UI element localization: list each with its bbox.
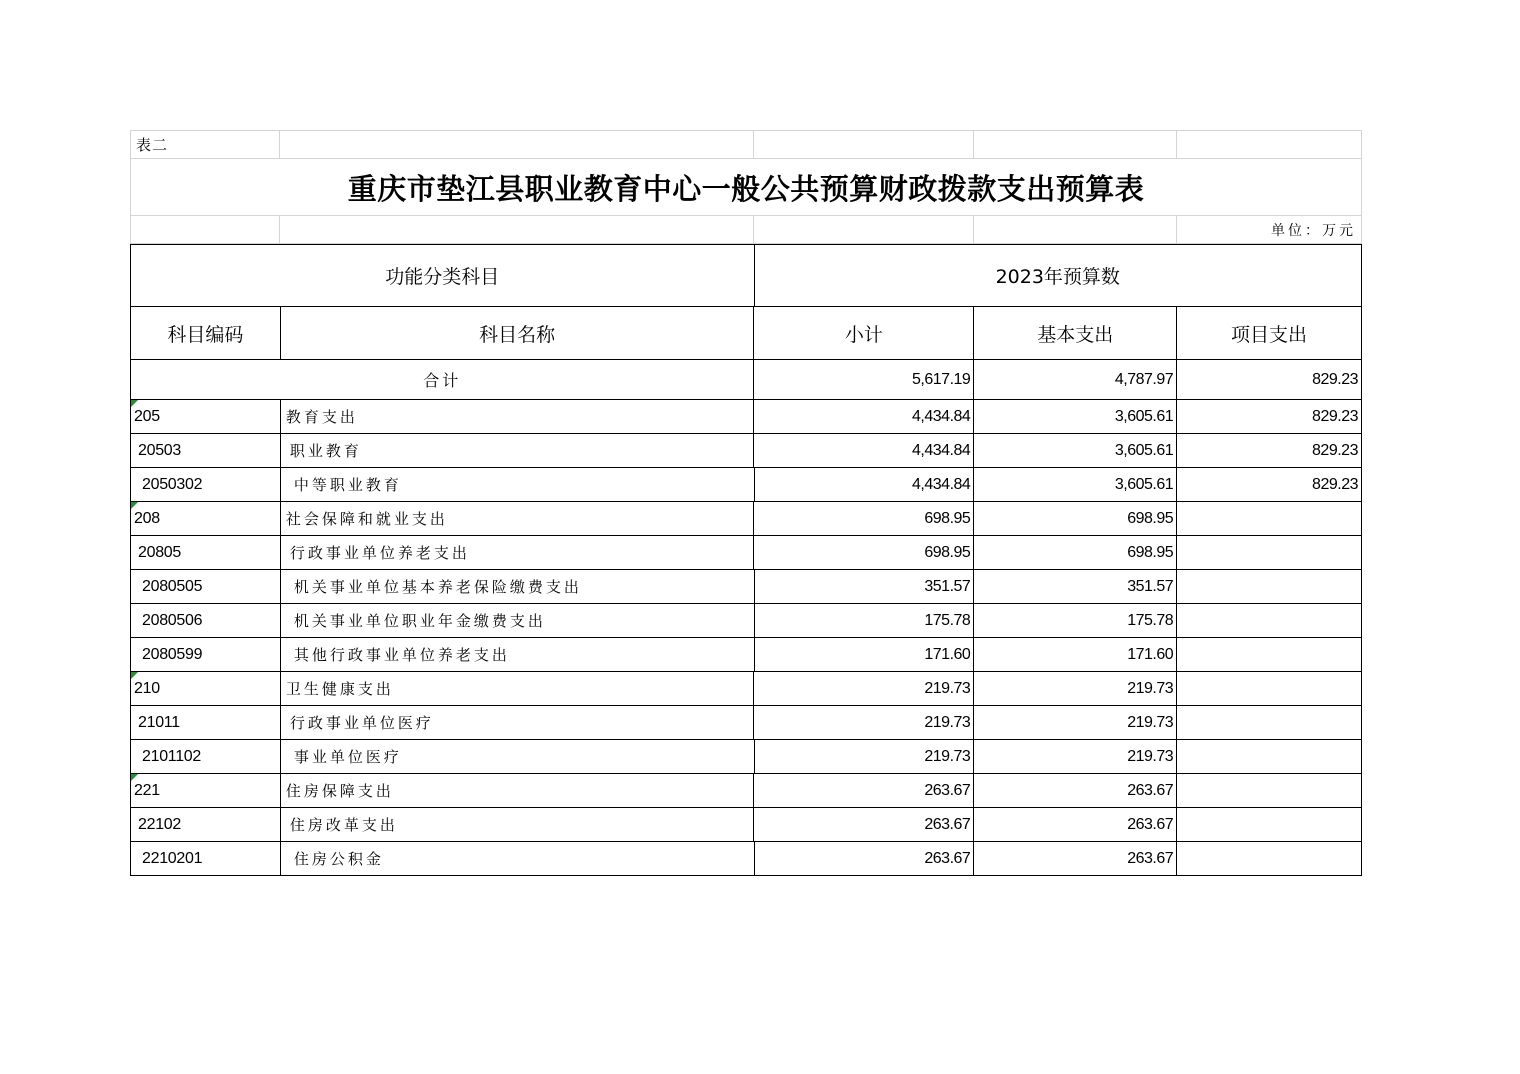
code-cell: 2080599: [131, 638, 281, 672]
empty-cell: [974, 216, 1177, 244]
project-cell: [1177, 570, 1362, 604]
code-cell: 2080506: [131, 604, 281, 638]
table-row: [131, 638, 1362, 672]
basic-cell: 263.67: [974, 774, 1177, 808]
empty-cell: [754, 216, 974, 244]
project-cell: [1177, 774, 1362, 808]
table-row: [131, 468, 1362, 502]
code-cell: 2210201: [131, 842, 281, 876]
basic-cell: 351.57: [974, 570, 1177, 604]
project-cell: [1177, 740, 1362, 774]
total-label: 合计: [131, 360, 754, 400]
subtotal-cell: 4,434.84: [754, 434, 974, 468]
basic-cell: 219.73: [974, 672, 1177, 706]
subtotal-cell: 219.73: [754, 672, 974, 706]
table-row: [131, 774, 1362, 808]
header-budget-2023: 2023年预算数: [755, 245, 1363, 307]
column-header-row: [131, 307, 1362, 360]
name-cell: 事业单位医疗: [281, 740, 755, 774]
table-row: [131, 570, 1362, 604]
name-cell: 行政事业单位医疗: [281, 706, 755, 740]
empty-cell: [974, 130, 1177, 159]
empty-cell: [130, 216, 280, 244]
subtotal-cell: 698.95: [754, 536, 974, 570]
basic-cell: 263.67: [974, 842, 1177, 876]
project-cell: [1177, 604, 1362, 638]
project-cell: [1177, 536, 1362, 570]
basic-cell: 219.73: [974, 706, 1177, 740]
total-basic: 4,787.97: [974, 360, 1177, 400]
name-cell: 卫生健康支出: [281, 672, 755, 706]
name-cell: 社会保障和就业支出: [281, 502, 755, 536]
code-cell: 20805: [131, 536, 281, 570]
basic-cell: 3,605.61: [974, 400, 1177, 434]
unit-label: 单位：万元: [1177, 216, 1362, 244]
subtotal-cell: 175.78: [755, 604, 975, 638]
budget-sheet: [130, 130, 1362, 876]
header-code: 科目编码: [131, 307, 281, 360]
header-subtotal: 小计: [754, 307, 974, 360]
subtotal-cell: 263.67: [754, 774, 974, 808]
code-cell: 210: [131, 672, 281, 706]
header-functional-category: 功能分类科目: [131, 245, 755, 307]
table-row: [131, 808, 1362, 842]
table-row: [131, 842, 1362, 876]
project-cell: [1177, 638, 1362, 672]
basic-cell: 175.78: [974, 604, 1177, 638]
project-cell: [1177, 842, 1362, 876]
empty-cell: [280, 130, 754, 159]
subtotal-cell: 219.73: [754, 706, 974, 740]
header-project: 项目支出: [1177, 307, 1362, 360]
project-cell: [1177, 706, 1362, 740]
code-cell: 20503: [131, 434, 281, 468]
table-row: [131, 400, 1362, 434]
name-cell: 中等职业教育: [281, 468, 755, 502]
project-cell: [1177, 808, 1362, 842]
table-row: [131, 672, 1362, 706]
basic-cell: 698.95: [974, 502, 1177, 536]
name-cell: 其他行政事业单位养老支出: [281, 638, 755, 672]
subtotal-cell: 171.60: [755, 638, 975, 672]
table-row: [131, 706, 1362, 740]
name-cell: 职业教育: [281, 434, 755, 468]
table-row: [131, 502, 1362, 536]
basic-cell: 698.95: [974, 536, 1177, 570]
title-row: [130, 159, 1362, 216]
table-body: [131, 400, 1362, 876]
table-row: [131, 740, 1362, 774]
project-cell: [1177, 502, 1362, 536]
project-cell: 829.23: [1177, 400, 1362, 434]
code-cell: 221: [131, 774, 281, 808]
empty-cell: [280, 216, 754, 244]
total-subtotal: 5,617.19: [754, 360, 974, 400]
code-cell: 2101102: [131, 740, 281, 774]
subtotal-cell: 263.67: [755, 842, 975, 876]
code-cell: 2080505: [131, 570, 281, 604]
name-cell: 机关事业单位基本养老保险缴费支出: [281, 570, 755, 604]
name-cell: 机关事业单位职业年金缴费支出: [281, 604, 755, 638]
name-cell: 教育支出: [281, 400, 755, 434]
subtotal-cell: 698.95: [754, 502, 974, 536]
code-cell: 2050302: [131, 468, 281, 502]
name-cell: 住房保障支出: [281, 774, 755, 808]
project-cell: 829.23: [1177, 434, 1362, 468]
header-basic: 基本支出: [974, 307, 1177, 360]
subtotal-cell: 4,434.84: [755, 468, 975, 502]
table-row: [131, 434, 1362, 468]
page-title: 重庆市垫江县职业教育中心一般公共预算财政拨款支出预算表: [347, 171, 1145, 206]
label-row: [130, 130, 1362, 159]
table-label: 表二: [130, 130, 280, 159]
project-cell: [1177, 672, 1362, 706]
total-project: 829.23: [1177, 360, 1362, 400]
code-cell: 22102: [131, 808, 281, 842]
table-row: [131, 604, 1362, 638]
header-name: 科目名称: [281, 307, 755, 360]
basic-cell: 263.67: [974, 808, 1177, 842]
subtotal-cell: 4,434.84: [754, 400, 974, 434]
project-cell: 829.23: [1177, 468, 1362, 502]
code-cell: 208: [131, 502, 281, 536]
empty-cell: [1177, 130, 1362, 159]
code-cell: 205: [131, 400, 281, 434]
subtotal-cell: 263.67: [754, 808, 974, 842]
table-row: [131, 536, 1362, 570]
group-header-row: [131, 245, 1362, 307]
basic-cell: 219.73: [974, 740, 1177, 774]
budget-table: [130, 244, 1362, 876]
unit-row: [130, 216, 1362, 244]
basic-cell: 3,605.61: [974, 434, 1177, 468]
basic-cell: 171.60: [974, 638, 1177, 672]
name-cell: 行政事业单位养老支出: [281, 536, 755, 570]
subtotal-cell: 219.73: [755, 740, 975, 774]
subtotal-cell: 351.57: [755, 570, 975, 604]
name-cell: 住房公积金: [281, 842, 755, 876]
total-row: [131, 360, 1362, 400]
name-cell: 住房改革支出: [281, 808, 755, 842]
basic-cell: 3,605.61: [974, 468, 1177, 502]
code-cell: 21011: [131, 706, 281, 740]
empty-cell: [754, 130, 974, 159]
